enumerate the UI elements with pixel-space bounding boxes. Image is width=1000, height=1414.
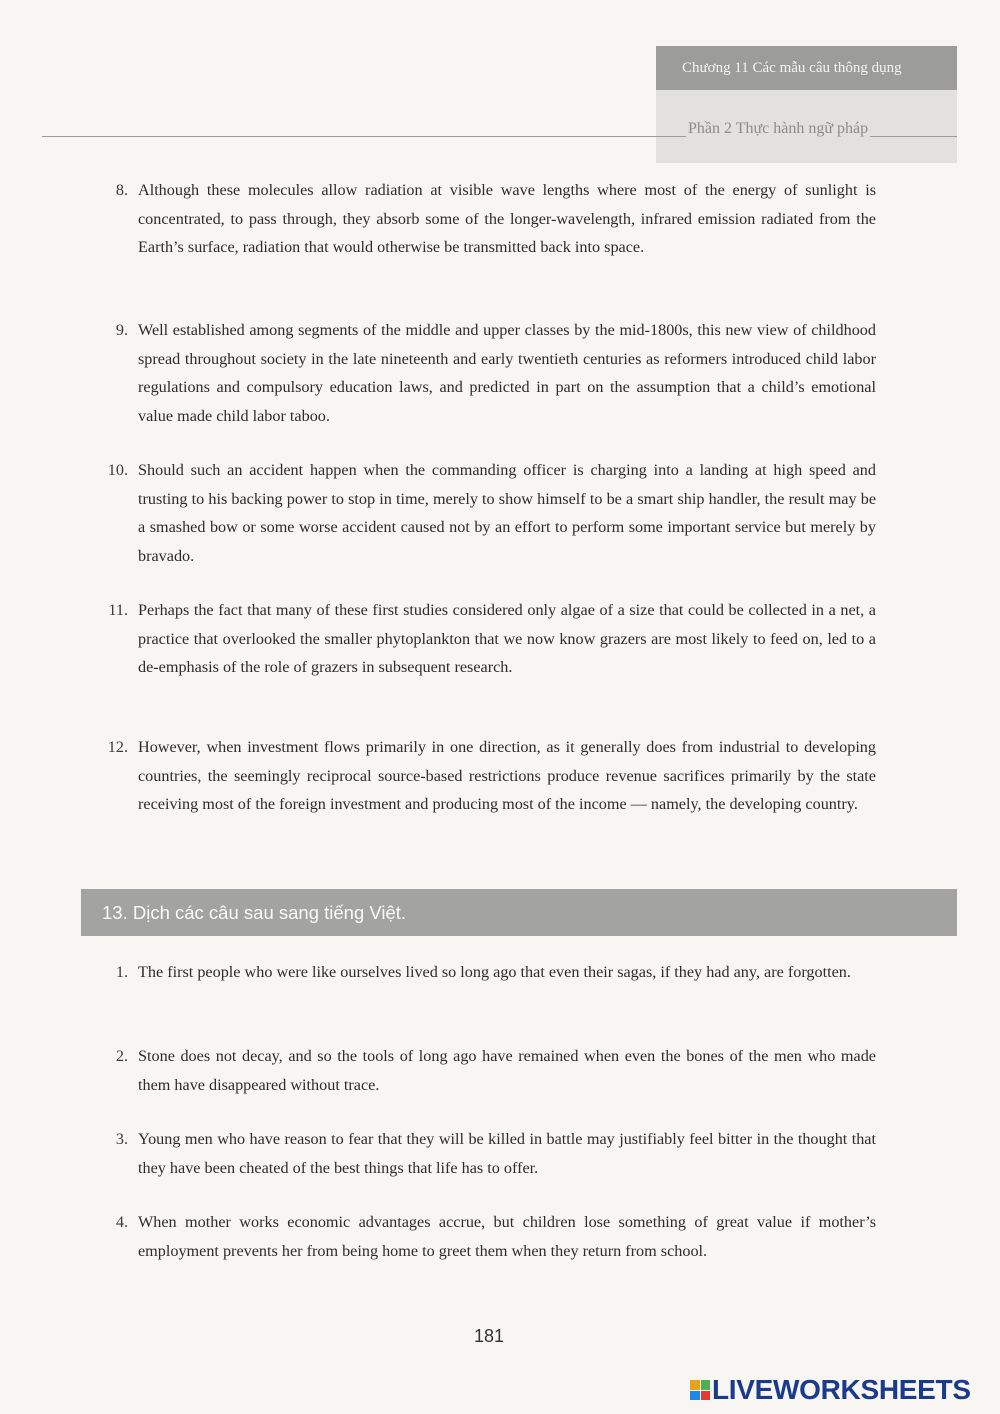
item-number: 10. <box>107 461 128 479</box>
item-text: Should such an accident happen when the commanding officer is charging into a landing at high speed and trusting to his backing power to stop in time, merely to show himself to be a smart ship handler, the result may be a smashed bow or some worse accident caused not by an effort to perform some important service but merely by bravado. <box>138 461 876 565</box>
item-text: Stone does not decay, and so the tools of long ago have remained when even the bones of the men who made them have disappeared without trace. <box>138 1047 876 1094</box>
item-text: However, when investment flows primarily in one direction, as it generally does from industrial to developing countries, the seemingly reciprocal source-based restrictions produce revenue sacrifices primarily by the state receiving most of the foreign investment and producing most of the income — namely, the developing country. <box>138 738 876 813</box>
item-number: 11. <box>108 601 128 619</box>
item-text: When mother works economic advantages accrue, but children lose something of great value if mother’s employment prevents her from being home to greet them when they return from school. <box>138 1213 876 1260</box>
page-number: 181 <box>473 1326 505 1346</box>
chapter-title: Chương 11 Các mẫu câu thông dụng <box>656 46 957 90</box>
part-title: Phần 2 Thực hành ngữ pháp <box>688 120 869 137</box>
item-number: 2. <box>115 1047 128 1065</box>
item-number: 9. <box>115 321 128 339</box>
liveworksheets-logo-icon <box>690 1380 710 1400</box>
watermark-text: LIVEWORKSHEETS <box>712 1374 971 1405</box>
liveworksheets-watermark[interactable] <box>690 1373 971 1407</box>
item-number: 12. <box>107 738 128 756</box>
item-number: 4. <box>115 1213 128 1231</box>
item-number: 3. <box>115 1130 128 1148</box>
item-text: Young men who have reason to fear that they will be killed in battle may justifiably feel bitter in the thought that they have been cheated of the best things that life has to offer. <box>138 1130 876 1177</box>
section-heading: 13. Dịch các câu sau sang tiếng Việt. <box>81 889 957 936</box>
item-text: Perhaps the fact that many of these first studies considered only algae of a size that could be collected in a net, a practice that overlooked the smaller phytoplankton that we now know grazers are most likely to feed on, led to a de-emphasis of the role of grazers in subsequent research. <box>138 601 876 676</box>
item-number: 1. <box>115 963 128 981</box>
item-text: The first people who were like ourselves lived so long ago that even their sagas, if they had any, are forgotten. <box>138 963 851 981</box>
item-text: Although these molecules allow radiation at visible wave lengths where most of the energy of sunlight is concentrated, to pass through, they absorb some of the longer-wavelength, infrared emission radiated from the Earth’s surface, radiation that would otherwise be transmitted back into space. <box>138 181 876 256</box>
item-number: 8. <box>115 181 128 199</box>
item-text: Well established among segments of the middle and upper classes by the mid-1800s, this new view of childhood spread throughout society in the late nineteenth and early twentieth centuries as reformers introduced child labor regulations and compulsory education laws, and predicted in part on the assumption that a child’s emotional value made child labor taboo. <box>138 321 876 425</box>
